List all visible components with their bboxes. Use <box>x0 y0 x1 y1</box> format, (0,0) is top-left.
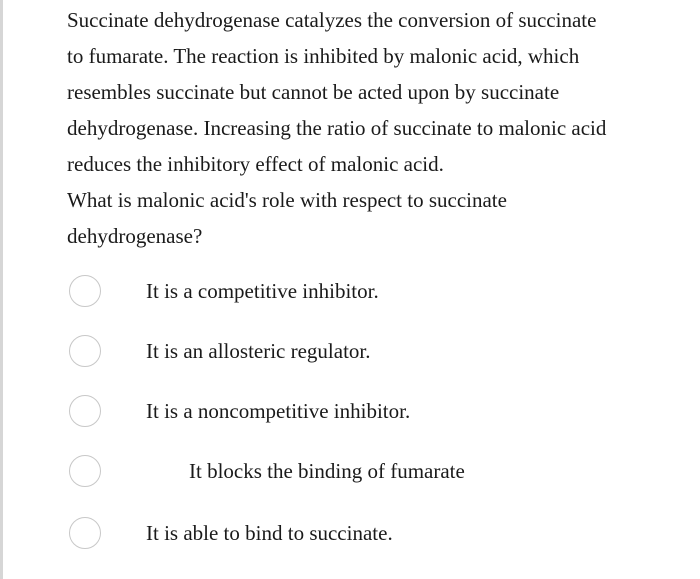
question-line: What is malonic acid's role with respect to succinate <box>67 188 507 212</box>
option-label: It blocks the binding of fumarate <box>189 459 465 483</box>
radio-button[interactable] <box>69 335 101 367</box>
question-line: dehydrogenase? <box>67 224 203 248</box>
radio-button[interactable] <box>69 517 101 549</box>
radio-button[interactable] <box>69 395 101 427</box>
answer-option-4[interactable] <box>0 454 700 494</box>
question-line: to fumarate. The reaction is inhibited by malonic acid, which <box>67 44 580 68</box>
answer-option-1[interactable] <box>0 274 700 314</box>
option-label: It is a noncompetitive inhibitor. <box>146 399 411 423</box>
option-label: It is a competitive inhibitor. <box>146 279 379 303</box>
question-line: dehydrogenase. Increasing the ratio of succinate to malonic acid <box>67 116 607 140</box>
answer-option-5[interactable] <box>0 516 700 556</box>
question-line: reduces the inhibitory effect of malonic acid. <box>67 152 444 176</box>
question-line: resembles succinate but cannot be acted upon by succinate <box>67 80 560 104</box>
radio-button[interactable] <box>69 455 101 487</box>
question-line: Succinate dehydrogenase catalyzes the conversion of succinate <box>67 8 597 32</box>
question-text <box>67 2 692 254</box>
radio-button[interactable] <box>69 275 101 307</box>
answer-option-3[interactable] <box>0 394 700 434</box>
answer-option-2[interactable] <box>0 334 700 374</box>
option-label: It is able to bind to succinate. <box>146 521 393 545</box>
option-label: It is an allosteric regulator. <box>146 339 371 363</box>
